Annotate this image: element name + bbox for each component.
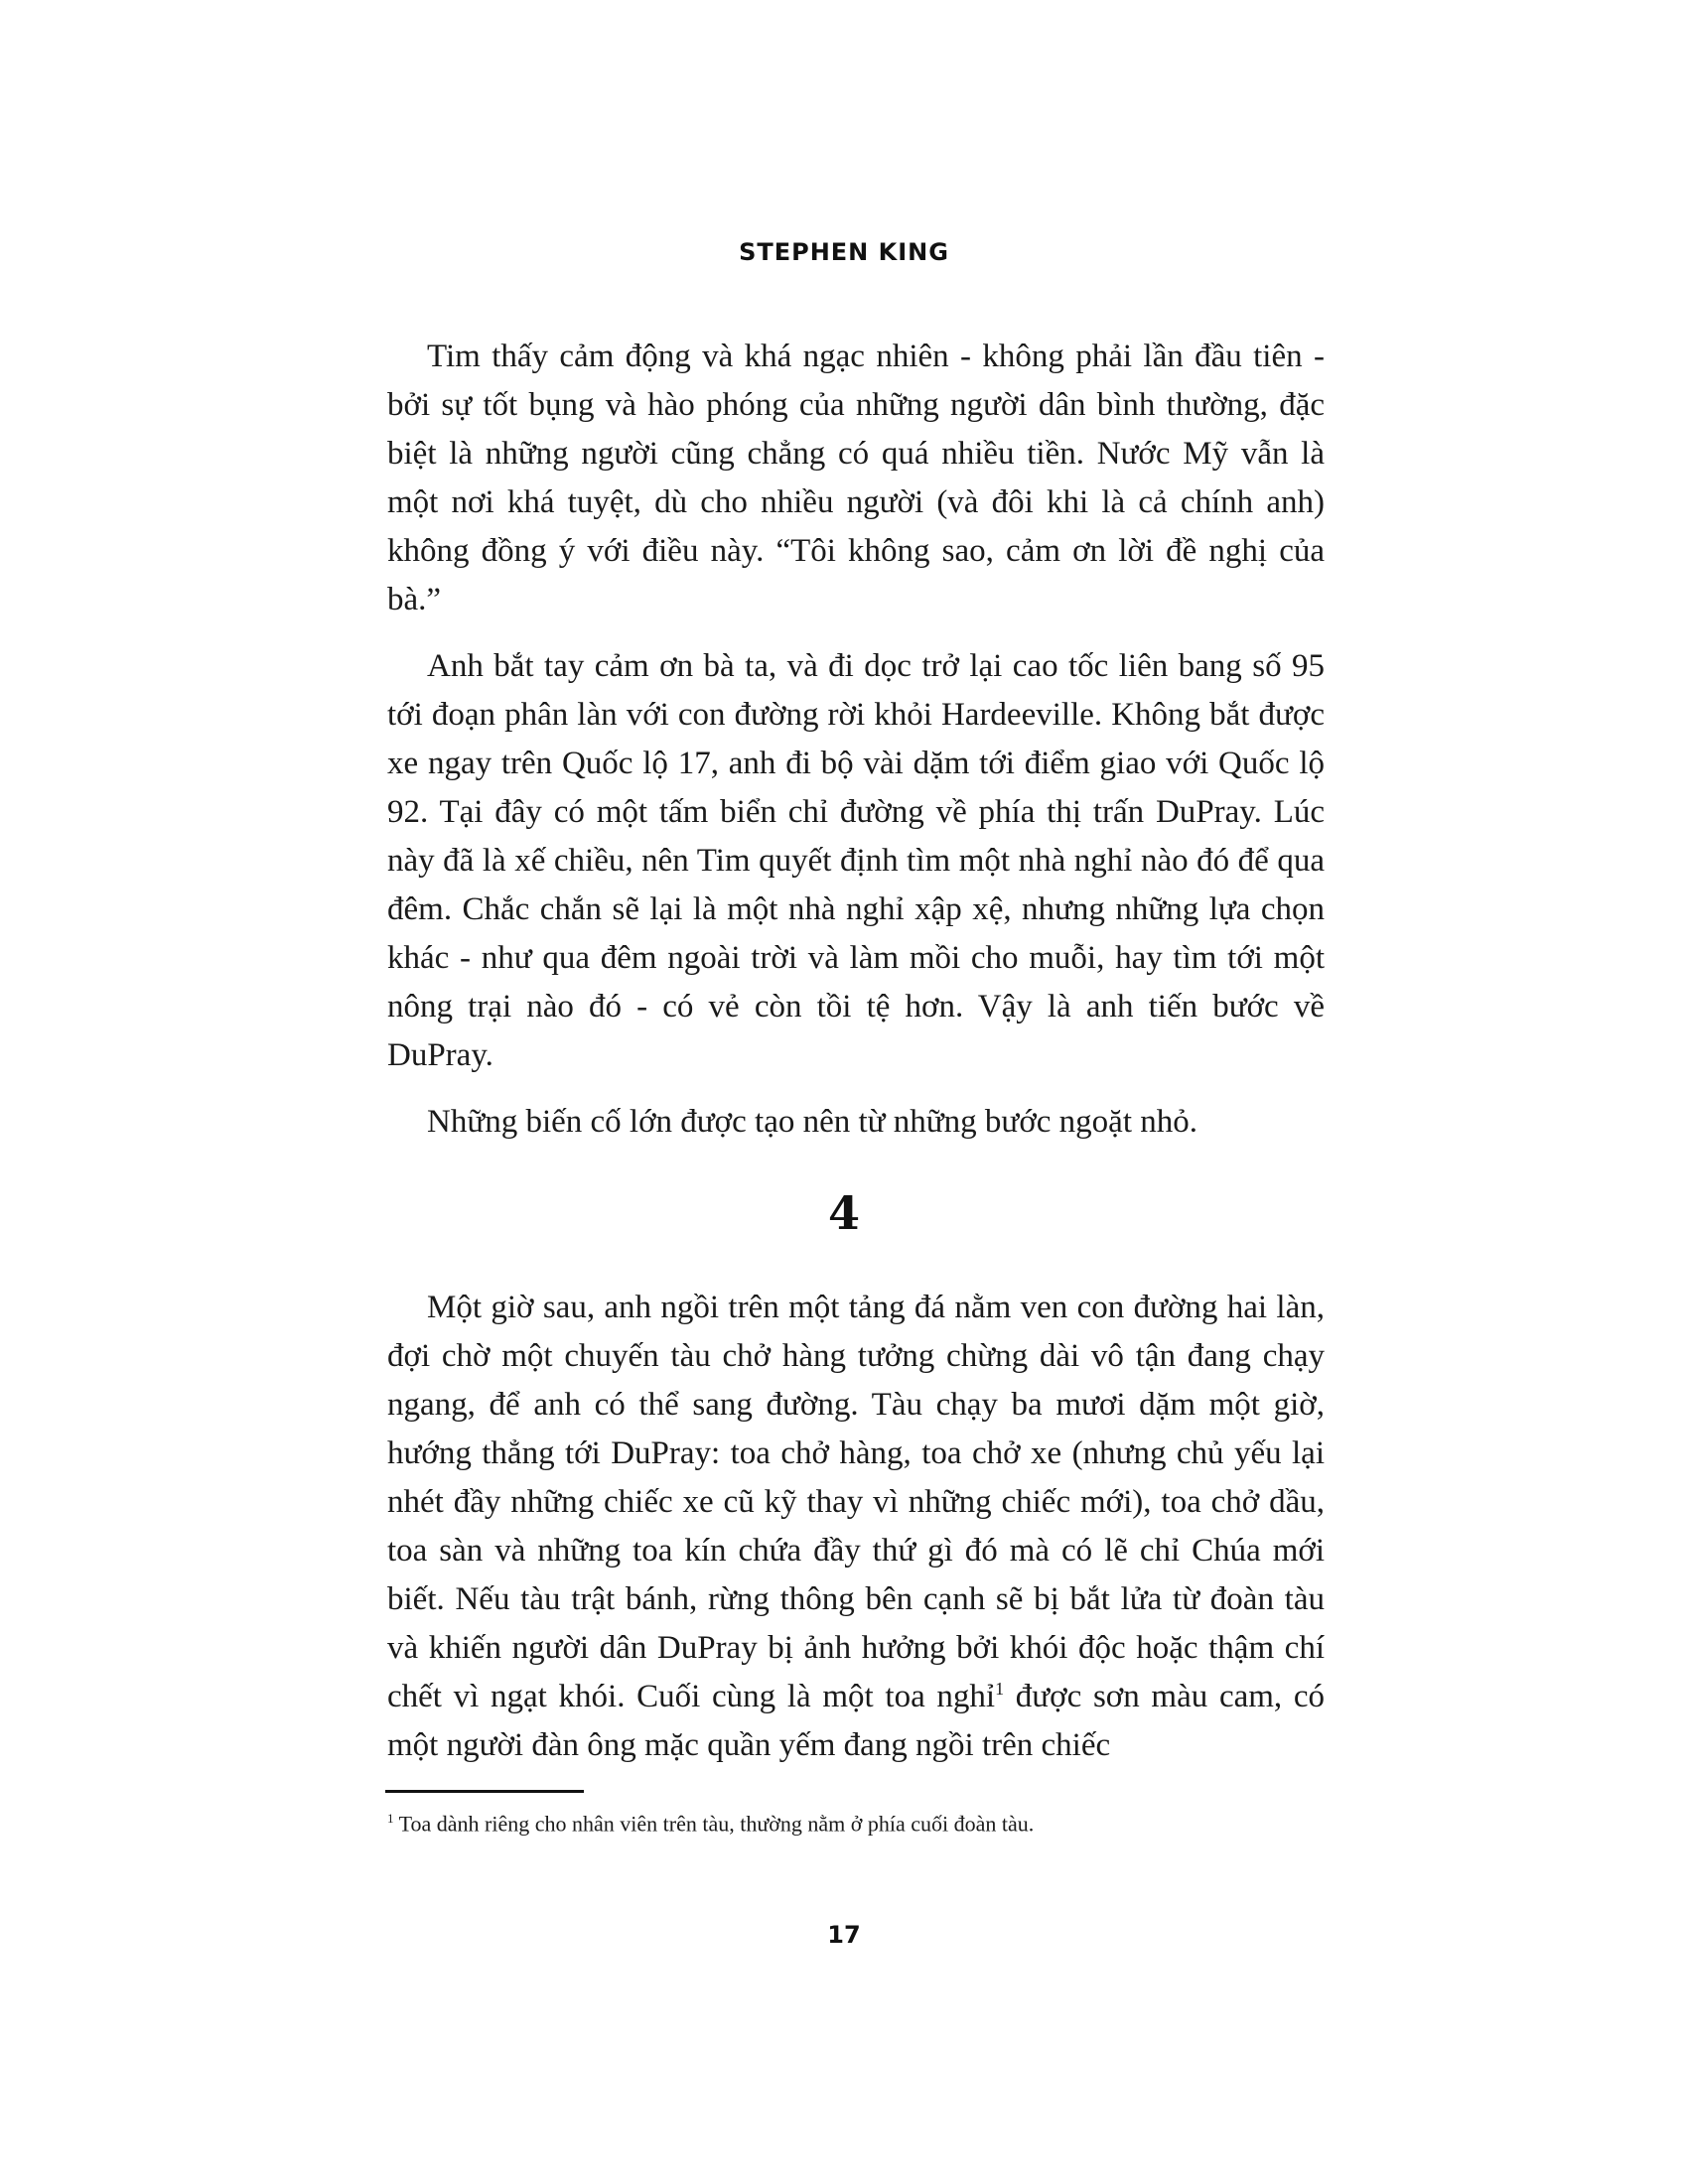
paragraph-text-after-note: được sơn màu cam, có một người đàn ông mặc quần yếm đang ngồi trên chiếc [387,1679,1326,1763]
paragraph [387,1284,1325,1770]
footnote-text: Toa dành riêng cho nhân viên trên tàu, thường nằm ở phía cuối đoàn tàu. [398,1811,1035,1837]
footnote-reference[interactable]: 1 [995,1679,1005,1699]
page-number: 17 [827,1921,861,1949]
text-block-section-2 [387,1284,1325,1788]
text-block-section-1 [387,333,1325,1164]
paragraph: Những biến cố lớn được tạo nên từ những bước ngoặt nhỏ. [427,1104,1197,1140]
paragraph: Anh bắt tay cảm ơn bà ta, và đi dọc trở lại cao tốc liên bang số 95 tới đoạn phân làn với con đường rời khỏi Hardeeville. Không bắt được xe ngay trên Quốc lộ 17, anh đi bộ vài dặm tới điểm giao với Quốc lộ 92. Tại đây có một tấm biển chỉ đường về phía thị trấn DuPray. Lúc này đã là xế chiều, nên Tim quyết định tìm một nhà nghỉ nào đó để qua đêm. Chắc chắn sẽ lại là một nhà nghỉ xập xệ, nhưng những lựa chọn khác - như qua đêm ngoài trời và làm mồi cho muỗi, hay tìm tới một nông trại nào đó - có vẻ còn tồi tệ hơn. Vậy là anh tiến bước về DuPray. [387,648,1325,1073]
paragraph: Tim thấy cảm động và khá ngạc nhiên - không phải lần đầu tiên - bởi sự tốt bụng và hào phóng của những người dân bình thường, đặc biệt là những người cũng chẳng có quá nhiều tiền. Nước Mỹ vẫn là một nơi khá tuyệt, dù cho nhiều người (và đôi khi là cả chính anh) không đồng ý với điều này. “Tôi không sao, cảm ơn lời đề nghị của bà.” [387,339,1325,617]
footnote-divider [385,1790,584,1793]
paragraph-text-before-note: Một giờ sau, anh ngồi trên một tảng đá nằm ven con đường hai làn, đợi chờ một chuyến tàu chở hàng tưởng chừng dài vô tận đang chạy ngang, để anh có thể sang đường. Tàu chạy ba mươi dặm một giờ, hướng thẳng tới DuPray: toa chở hàng, toa chở xe (nhưng chủ yếu lại nhét đầy những chiếc xe cũ kỹ thay vì những chiếc mới), toa chở dầu, toa sàn và những toa kín chứa đầy thứ gì đó mà có lẽ chỉ Chúa mới biết. Nếu tàu trật bánh, rừng thông bên cạnh sẽ bị bắt lửa từ đoàn tàu và khiến người dân DuPray bị ảnh hưởng bởi khói độc hoặc thậm chí chết vì ngạt khói. Cuối cùng là một toa nghỉ [387,1290,1325,1714]
running-head: STEPHEN KING [739,238,949,266]
chapter-number: 4 [827,1186,860,1240]
footnote [387,1805,1325,1838]
footnote-marker: 1 [387,1811,394,1826]
